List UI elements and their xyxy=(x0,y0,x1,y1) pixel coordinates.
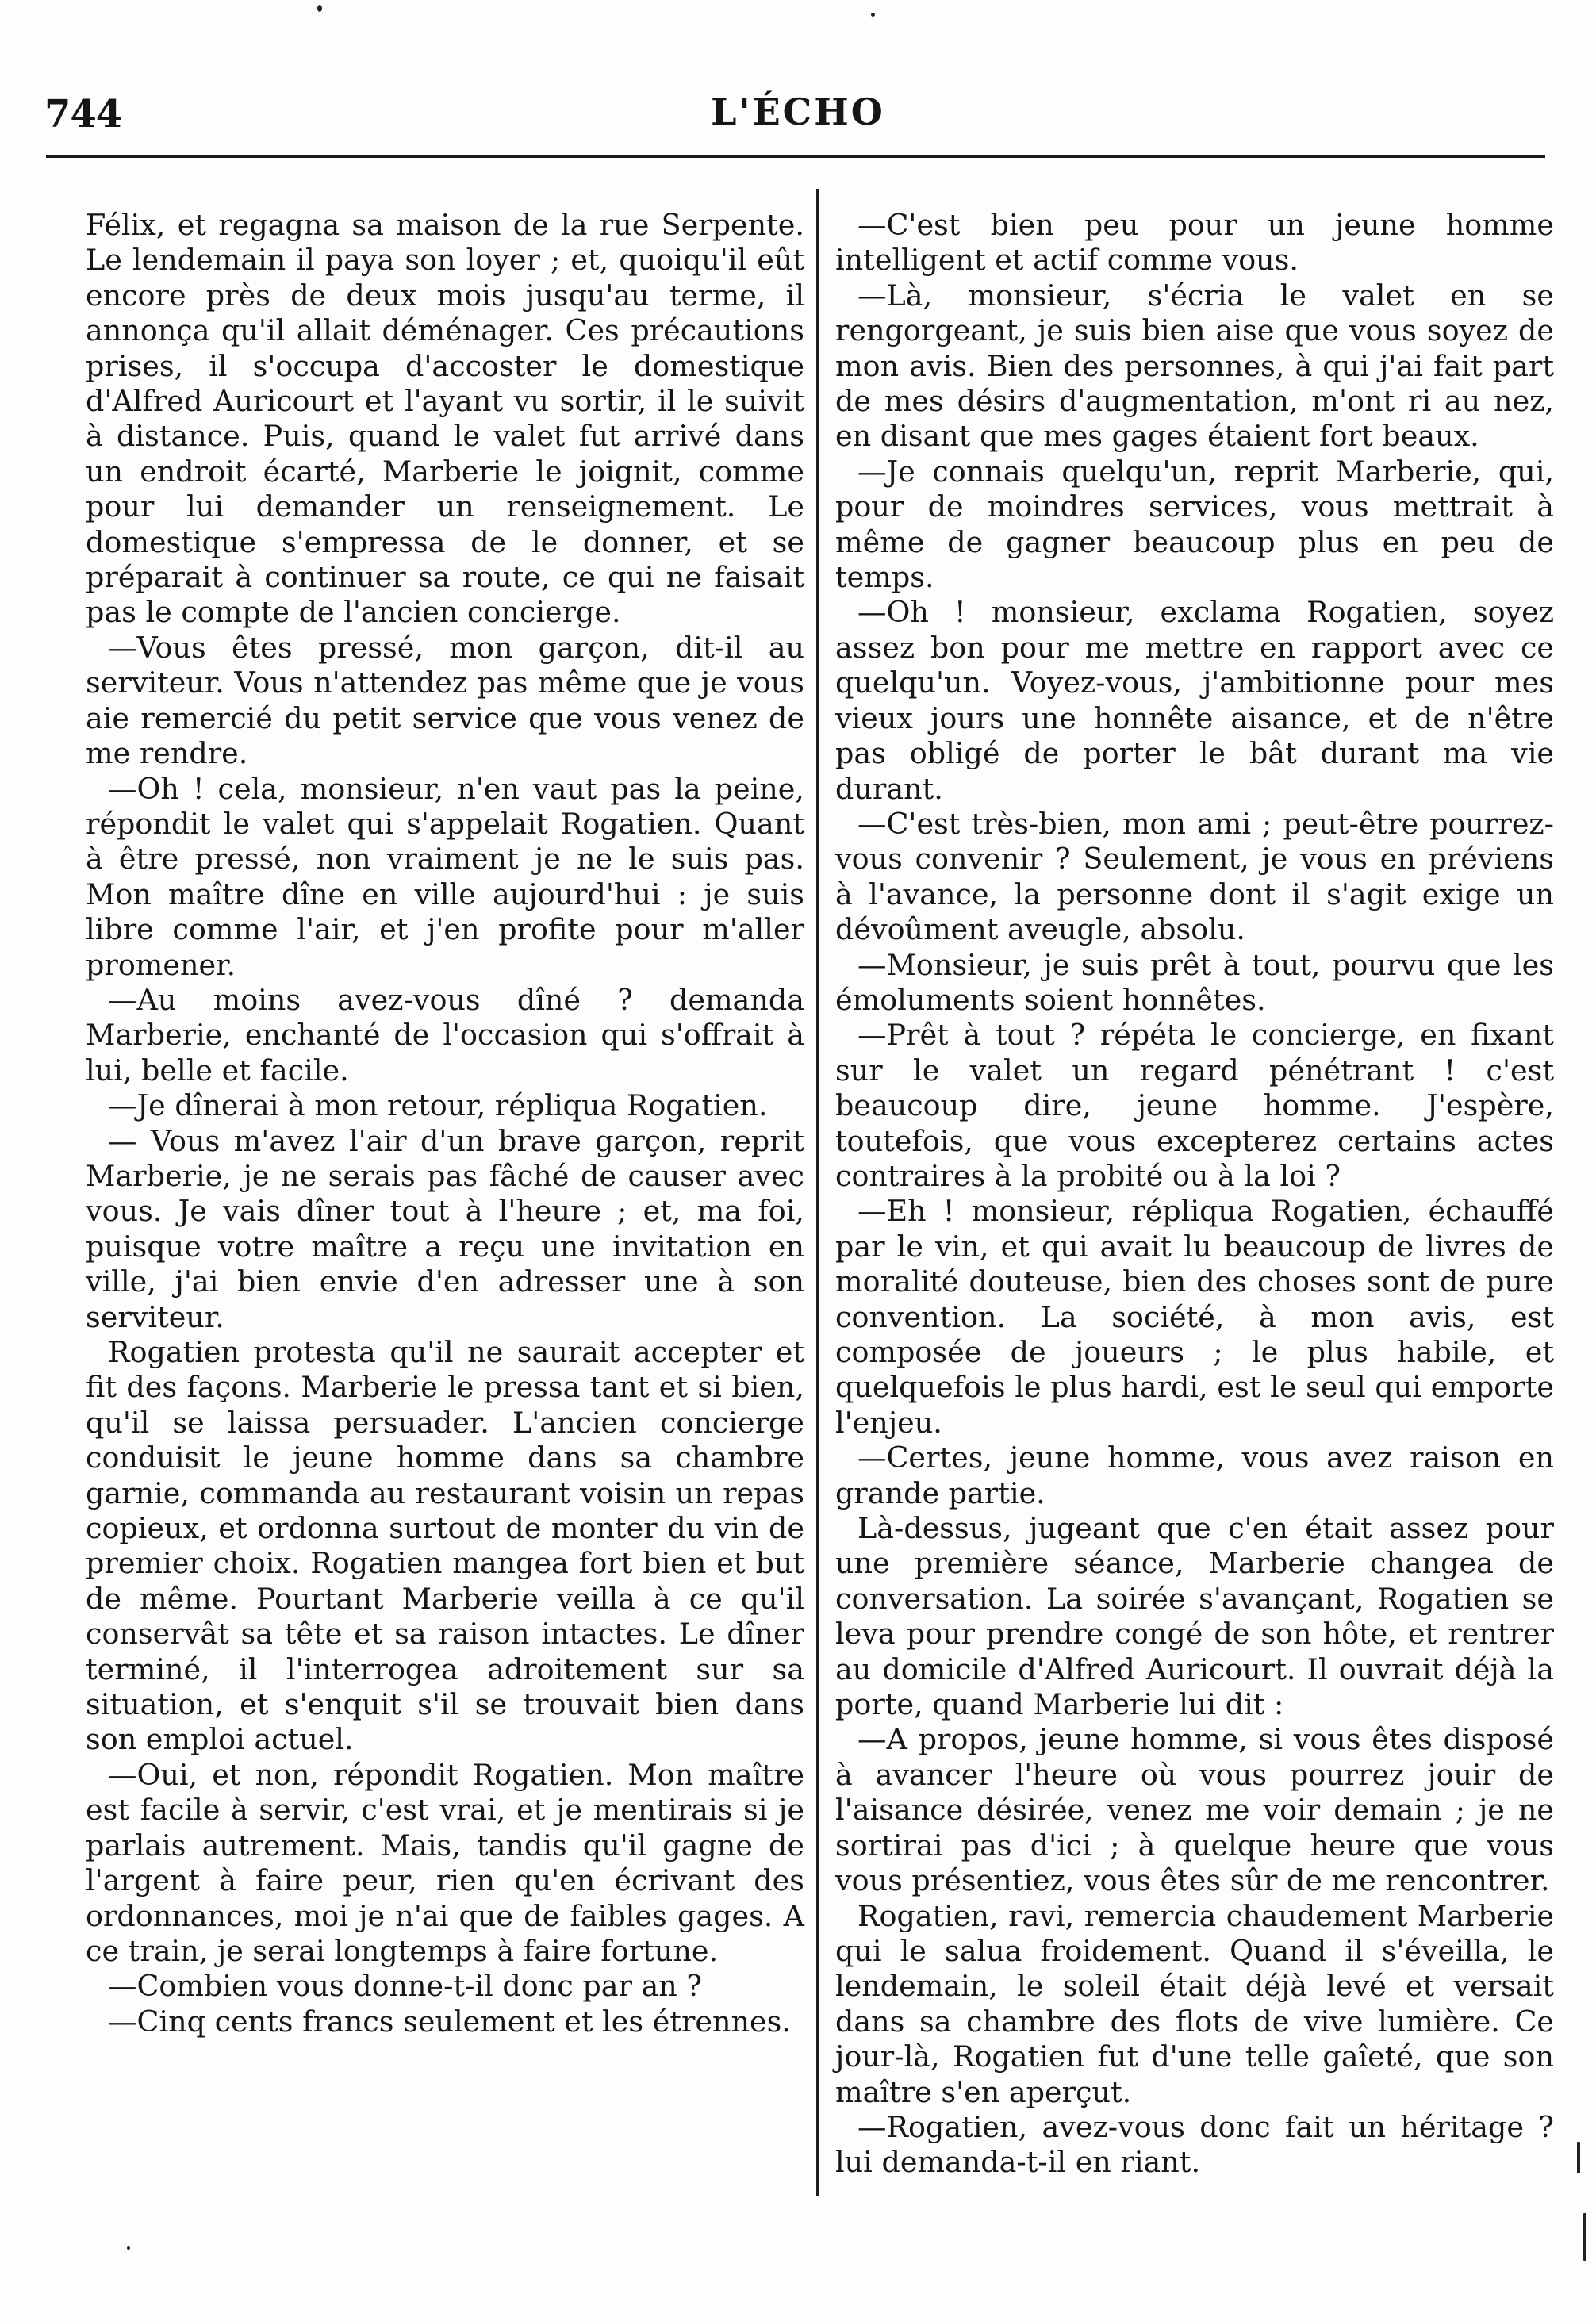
paragraph: —Eh ! monsieur, répliqua Rogatien, échauffé par le vin, et qui avait lu beaucoup de livres de moralité douteuse, bien des choses sont de pure convention. La société, à mon avis, est composée de joueurs ; le plus habile, et quelquefois le plus hardi, est le seul qui emporte l'enjeu. xyxy=(835,1194,1554,1440)
paragraph: —Combien vous donne-t-il donc par an ? xyxy=(108,1969,702,2004)
paragraph: —Oui, et non, répondit Rogatien. Mon maître est facile à servir, c'est vrai, et je mentirais si je parlais autrement. Mais, tandis qu'il gagne de l'argent à faire peur, rien qu'en écrivant des ordonnances, moi je n'ai que de faibles gages. A ce train, je serai longtemps à faire fortune. xyxy=(86,1757,804,1968)
paragraph: Félix, et regagna sa maison de la rue Serpente. Le lendemain il paya son loyer ; et, quoiqu'il eût encore près de deux mois jusqu'au terme, il annonça qu'il allait déménager. Ces précautions prises, il s'occupa d'accoster le domestique d'Alfred Auricourt et l'ayant vu sortir, il le suivit à distance. Puis, quand le valet fut arrivé dans un endroit écarté, Marberie le joignit, comme pour lui demander un renseignement. Le domestique s'empressa de le donner, et se préparait à continuer sa route, ce qui ne faisait pas le compte de l'ancien concierge. xyxy=(86,208,804,630)
header-rule xyxy=(46,155,1545,158)
paragraph: — Vous m'avez l'air d'un brave garçon, reprit Marberie, je ne serais pas fâché de causer avec vous. Je vais dîner tout à l'heure ; et, ma foi, puisque votre maître a reçu une invitation en ville, j'ai bien envie d'en adresser une à son serviteur. xyxy=(86,1123,804,1334)
column-divider xyxy=(816,189,819,2196)
paragraph: Rogatien protesta qu'il ne saurait accepter et fit des façons. Marberie le pressa tant et si bien, qu'il se laissa persuader. L'ancien concierge conduisit le jeune homme dans sa chambre garnie, commanda au restaurant voisin un repas copieux, et ordonna surtout de monter du vin de premier choix. Rogatien mangea fort bien et but de même. Pourtant Marberie veilla à ce qu'il conservât sa tête et sa raison intactes. Le dîner terminé, il l'interrogea adroitement sur sa situation, et s'enquit s'il se trouvait bien dans son emploi actuel. xyxy=(86,1335,804,1757)
paragraph: —Certes, jeune homme, vous avez raison en grande partie. xyxy=(835,1441,1554,1510)
right-column xyxy=(835,208,1554,2181)
paragraph: —Cinq cents francs seulement et les étrennes. xyxy=(108,2004,791,2039)
paragraph: —Oh ! monsieur, exclama Rogatien, soyez assez bon pour me mettre en rapport avec ce quelqu'un. Voyez-vous, j'ambitionne pour mes vieux jours une honnête aisance, et de n'être pas obligé de porter le bât durant ma vie durant. xyxy=(835,595,1554,806)
paragraph: —Monsieur, je suis prêt à tout, pourvu que les émoluments soient honnêtes. xyxy=(835,947,1554,1017)
paragraph: —C'est très-bien, mon ami ; peut-être pourrez-vous convenir ? Seulement, je vous en préviens à l'avance, la personne dont il s'agit exige un dévoûment aveugle, absolu. xyxy=(835,806,1554,947)
print-speck xyxy=(127,2246,130,2250)
paragraph: —Là, monsieur, s'écria le valet en se rengorgeant, je suis bien aise que vous soyez de mon avis. Bien des personnes, à qui j'ai fait part de mes désirs d'augmentation, m'ont ri au nez, en disant que mes gages étaient fort beaux. xyxy=(835,278,1554,454)
paragraph: —Prêt à tout ? répéta le concierge, en fixant sur le valet un regard pénétrant ! c'est beaucoup dire, jeune homme. J'espère, toutefois, que vous excepterez certains actes contraires à la probité ou à la loi ? xyxy=(835,1018,1554,1193)
paragraph: —Rogatien, avez-vous donc fait un héritage ? lui demanda-t-il en riant. xyxy=(835,2109,1554,2180)
paragraph: Là-dessus, jugeant que c'en était assez pour une première séance, Marberie changea de conversation. La soirée s'avançant, Rogatien se leva pour prendre congé de son hôte, et rentrer au domicile d'Alfred Auricourt. Il ouvrait déjà la porte, quand Marberie lui dit : xyxy=(835,1511,1554,1722)
paragraph: —A propos, jeune homme, si vous êtes disposé à avancer l'heure où vous pourrez jouir de l'aisance désirée, venez me voir demain ; je ne sortirai pas d'ici ; à quelque heure que vous vous présentiez, vous êtes sûr de me rencontrer. xyxy=(835,1722,1554,1898)
print-speck xyxy=(871,13,875,17)
running-head-title: L'ÉCHO xyxy=(711,90,885,133)
paragraph: —Je dînerai à mon retour, répliqua Rogatien. xyxy=(108,1088,768,1123)
print-speck xyxy=(1583,2213,1586,2261)
paragraph: —Je connais quelqu'un, reprit Marberie, qui, pour de moindres services, vous mettrait à même de gagner beaucoup plus en peu de temps. xyxy=(835,454,1554,595)
paragraph: —C'est bien peu pour un jeune homme intelligent et actif comme vous. xyxy=(835,208,1554,278)
print-speck xyxy=(317,5,322,12)
paragraph: —Au moins avez-vous dîné ? demanda Marberie, enchanté de l'occasion qui s'offrait à lui, belle et facile. xyxy=(86,982,804,1088)
left-column xyxy=(86,208,804,2039)
paragraph: —Vous êtes pressé, mon garçon, dit-il au serviteur. Vous n'attendez pas même que je vous aie remercié du petit service que vous venez de me rendre. xyxy=(86,630,804,771)
print-speck xyxy=(1577,2142,1580,2173)
paragraph: Rogatien, ravi, remercia chaudement Marberie qui le salua froidement. Quand il s'éveilla, le lendemain, le soleil était déjà levé et versait dans sa chambre des flots de vive lumière. Ce jour-là, Rogatien fut d'une telle gaîeté, que son maître s'en aperçut. xyxy=(835,1898,1554,2109)
paragraph: —Oh ! cela, monsieur, n'en vaut pas la peine, répondit le valet qui s'appelait Rogatien. Quant à être pressé, non vraiment je ne le suis pas. Mon maître dîne en ville aujourd'hui : je suis libre comme l'air, et j'en profite pour m'aller promener. xyxy=(86,771,804,982)
page-number: 744 xyxy=(44,92,122,136)
